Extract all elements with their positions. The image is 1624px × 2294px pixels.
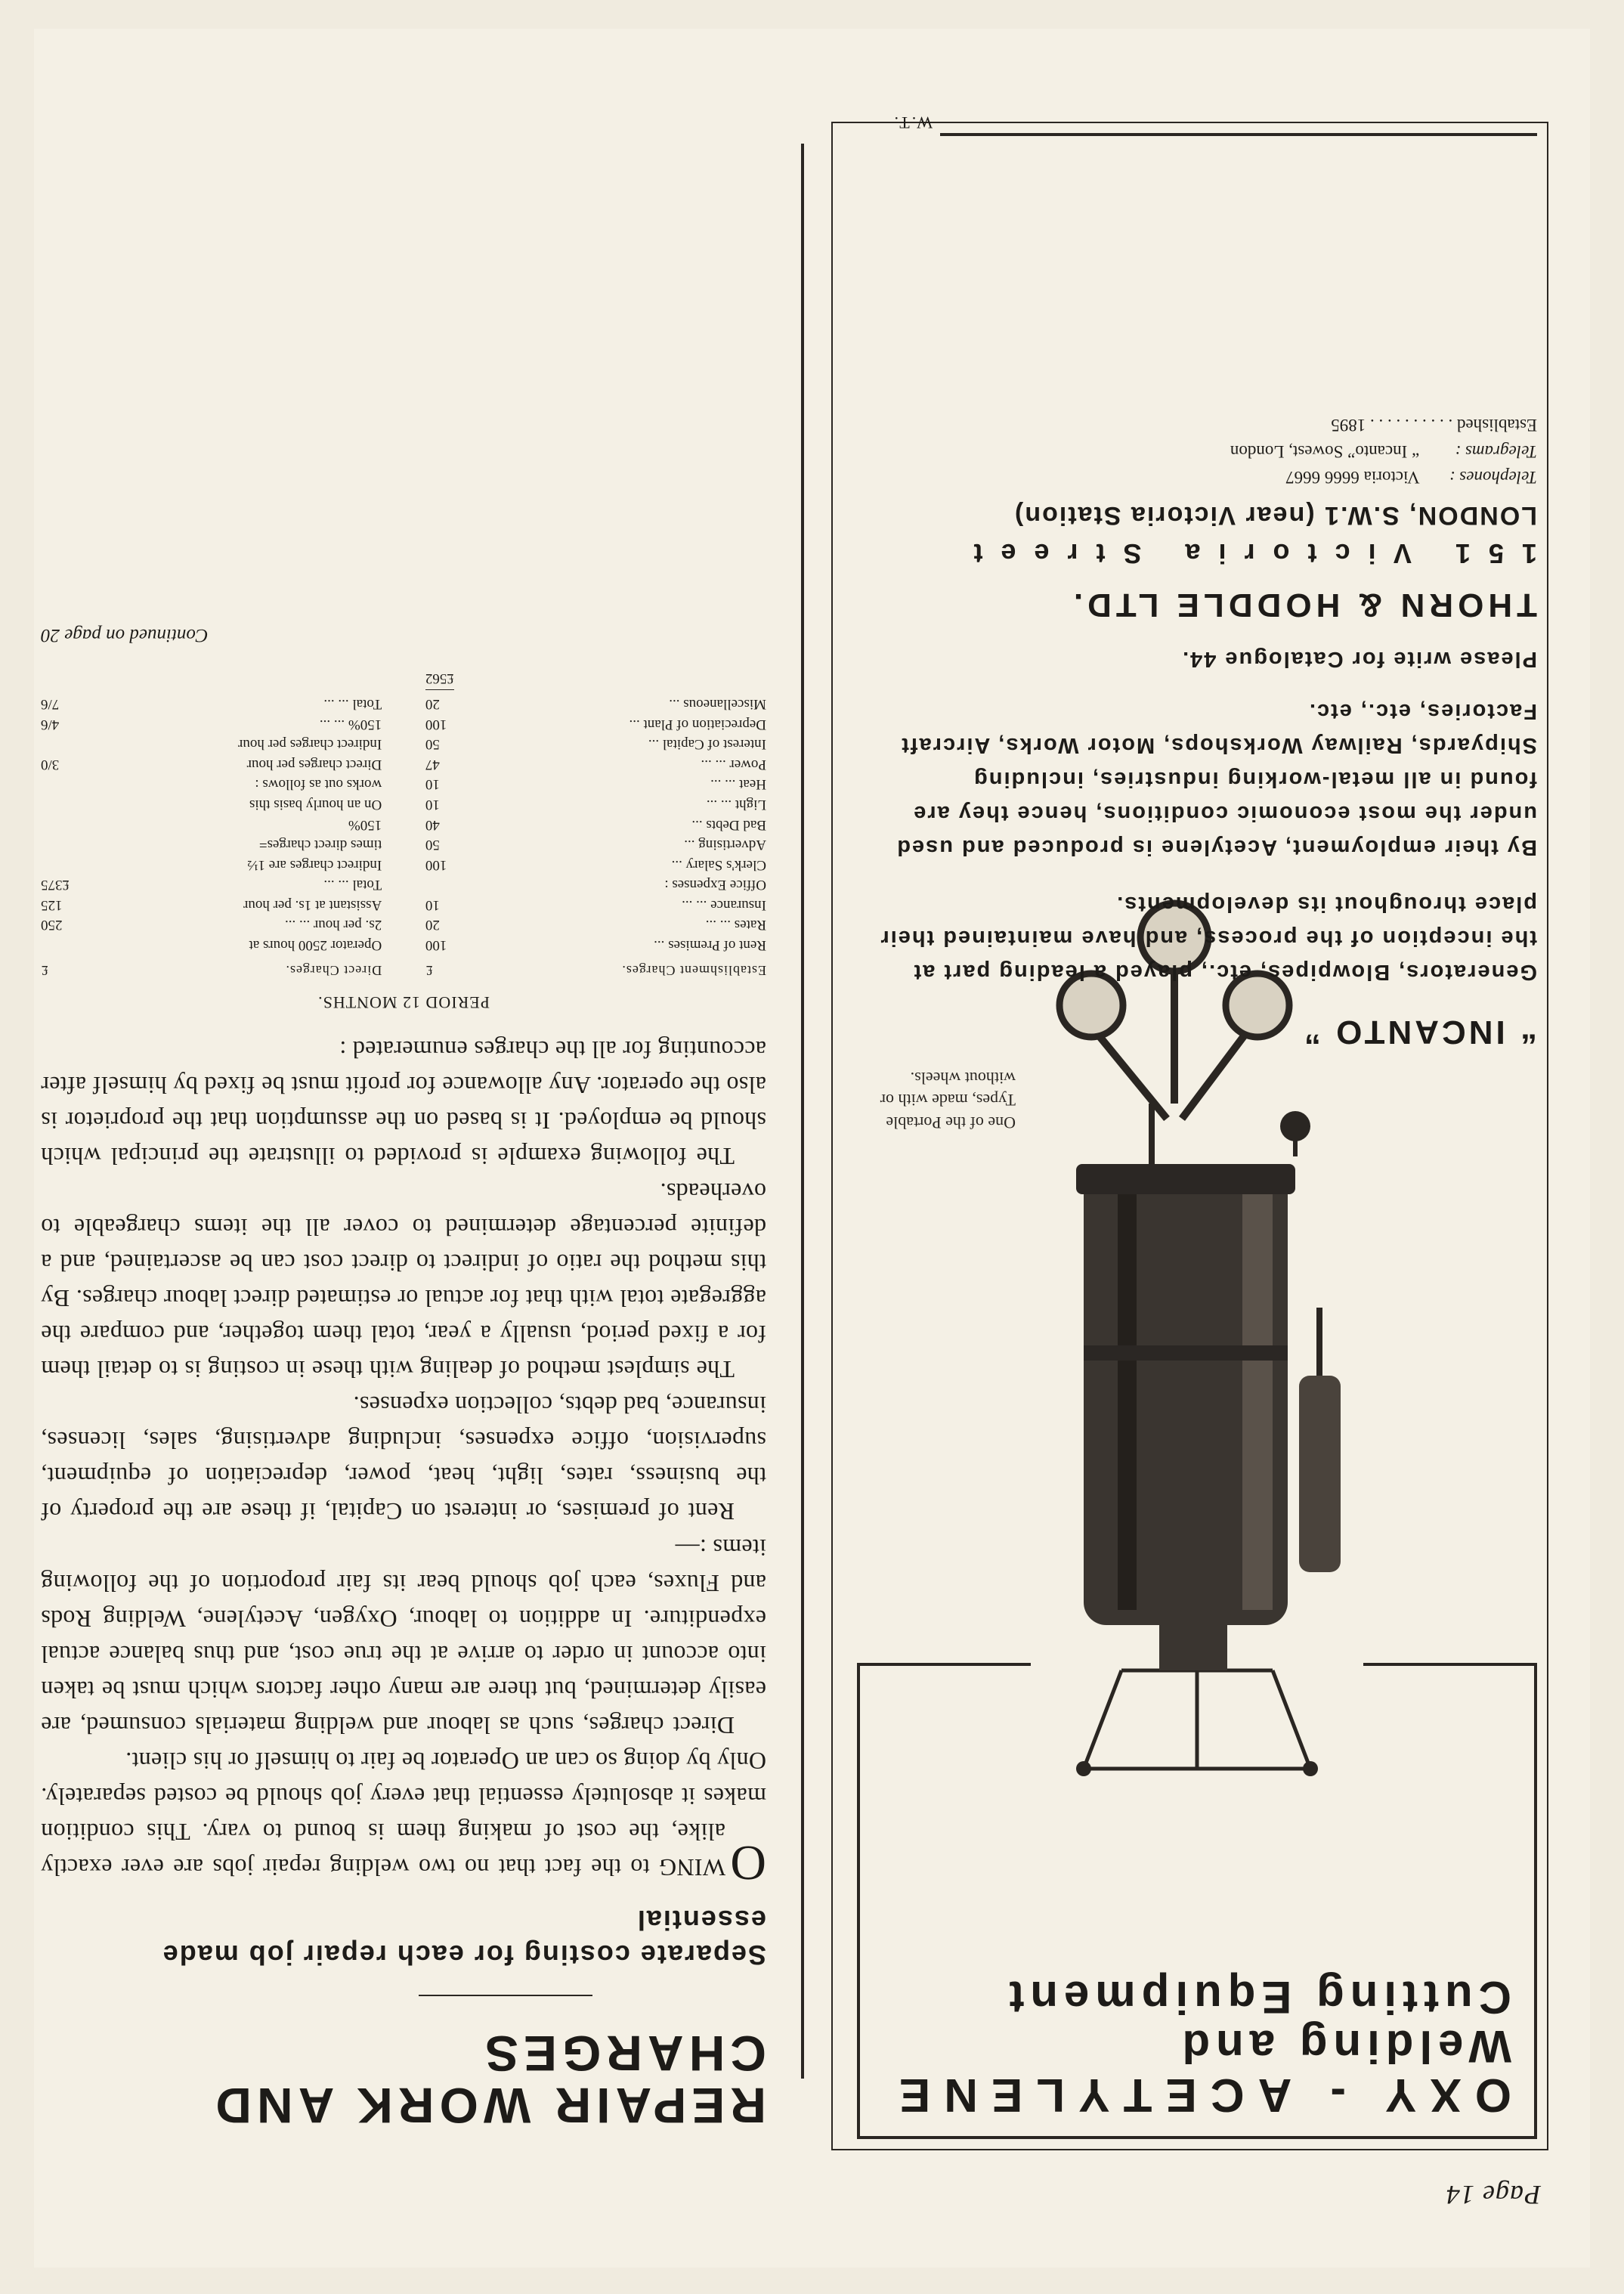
cost-table [41, 668, 766, 1014]
row-value [41, 854, 71, 875]
table-row [41, 875, 382, 895]
table-row [425, 894, 766, 915]
table-row [425, 834, 766, 855]
row-value: 250 [41, 917, 63, 933]
table-row [425, 734, 766, 754]
row-label: Rent of Premises ... [654, 937, 766, 954]
article-paragraph-2: Direct charges, such as labour and welding materials consumed, are easily determined, but there are many other factors which must be taken into account in order to arrive at the true cost, and thus balance actual expenditure. In addition to labour, Oxygen, Acetylene, Welding Rods and Fluxes, each job should bear its fair proportion of the following items :— [41, 1534, 766, 1739]
row-value: 20 [425, 917, 440, 933]
table-row [41, 814, 382, 834]
article-paragraph-4: The simplest method of dealing with these in costing is to detail them for a fixed period, usually a year, total them together, and compare the aggregate total with that for actual or estimated direct labour charges. By this method the ratio of indirect to direct cost can be ascertained, and a definite percentage determined to cover all the items chargeable to overheads. [41, 1178, 766, 1384]
article-paragraph-3: Rent of premises, or interest on Capital, if these are the property of the business, rates, light, heat, power, depreciation of equipment, supervision, office expenses, including advertising, sales, licenses, insurance, bad debts, collection expenses. [41, 1392, 766, 1526]
row-value [41, 934, 71, 955]
catalogue-note: Please write for Catalogue 44. [1181, 647, 1537, 672]
table-row [41, 894, 382, 915]
ad-copy [872, 416, 1537, 1051]
direct-charges-header [41, 961, 382, 980]
table-period: PERIOD 12 MONTHS. [317, 993, 490, 1013]
row-label: Depreciation of Plant ... [629, 716, 766, 732]
established-label: Established [1456, 416, 1537, 435]
row-label: 150% ... ... [319, 716, 382, 732]
row-value: 4/6 [41, 716, 60, 732]
table-row [425, 714, 766, 734]
establishment-charges-column [425, 668, 766, 980]
row-value: 10 [425, 776, 440, 793]
row-value: 50 [425, 837, 440, 853]
table-row [41, 774, 382, 794]
row-value: 20 [425, 695, 440, 712]
established-year: 1895 [1331, 416, 1366, 435]
table-row [41, 714, 382, 734]
table-row [41, 693, 382, 714]
brand-name: “ INCANTO ” [1301, 1014, 1537, 1051]
table-row [425, 774, 766, 794]
ad-title-line3: Cutting Equipment [1003, 1972, 1511, 2023]
currency-label: £ [41, 963, 48, 979]
row-label: 2s. per hour ... ... [284, 917, 382, 933]
row-label: Miscellaneous ... [669, 695, 766, 712]
establishment-total [425, 668, 766, 694]
row-label: Bad Debts ... [691, 816, 766, 833]
table-row [41, 734, 382, 754]
table-row [41, 854, 382, 875]
table-row [41, 934, 382, 955]
article-subtitle: Separate costing for each repair job made essential [161, 1904, 766, 1971]
row-value: 50 [425, 736, 440, 753]
row-label: Clerk's Salary ... [671, 856, 766, 873]
table-row [425, 794, 766, 814]
table-row [425, 814, 766, 834]
title-rule [419, 1995, 592, 1996]
row-value [41, 774, 71, 794]
table-row [41, 915, 382, 935]
table-row [425, 934, 766, 955]
row-value: £375 [41, 877, 70, 893]
row-label: Total ... ... [323, 877, 382, 893]
telegrams-label: Telegrams : [1455, 442, 1537, 461]
table-row [41, 754, 382, 774]
table-row [41, 834, 382, 855]
telephones-label: Telephones : [1449, 468, 1537, 488]
row-value [41, 734, 71, 754]
row-label: Assistant at 1s. per hour [243, 896, 382, 913]
table-row [425, 875, 766, 895]
row-label: works out as follows : [255, 776, 382, 793]
article-paragraph-1 [41, 1743, 766, 1890]
company-city: LONDON, S.W.1 (near Victoria Station) [1013, 501, 1537, 531]
photo-caption: One of the Portable Types, made with or without wheels. [880, 1068, 1016, 1132]
article-title: REPAIR WORK AND CHARGES [210, 2025, 766, 2134]
row-label: Direct charges per hour [246, 756, 382, 772]
row-label: Light ... ... [706, 796, 766, 813]
table-row [41, 794, 382, 814]
drop-cap: O [730, 1834, 766, 1890]
telegrams-line [872, 438, 1537, 465]
row-label: Heat ... ... [710, 776, 766, 793]
company-street: 151 Victoria Street [955, 538, 1537, 570]
ad-paragraph-1: Generators, Blowpipes, etc., played a leading part at the inception of the process, and have maintained their place throughout its developments. [879, 892, 1537, 984]
row-value: 10 [425, 896, 440, 913]
row-label: Advertising ... [684, 837, 766, 853]
table-row [425, 754, 766, 774]
row-value: 40 [425, 816, 440, 833]
currency-label: £ [425, 963, 433, 979]
row-value [41, 834, 71, 855]
row-value: 100 [425, 937, 447, 954]
company-name: THORN & HODDLE LTD. [1069, 587, 1537, 624]
row-value [41, 794, 71, 814]
establishment-charges-header [425, 961, 766, 980]
row-value: 47 [425, 756, 440, 772]
page-frame [34, 29, 1590, 2268]
row-label: Indirect charges are 1½ [247, 856, 382, 873]
row-label: Power ... ... [701, 756, 766, 772]
direct-charges-label: Direct Charges. [285, 963, 382, 979]
row-label: Indirect charges per hour [238, 736, 382, 753]
establishment-charges-label: Establishment Charges. [621, 963, 766, 979]
established-line: Established . . . . . . . . . . 1895 [1331, 416, 1537, 435]
row-label: 150% [348, 816, 382, 833]
ad-code: W.T. [892, 113, 933, 132]
row-label: Total ... ... [323, 695, 382, 712]
row-value: 3/0 [41, 756, 60, 772]
table-row [425, 693, 766, 714]
row-value [425, 875, 456, 895]
ad-title-line2: Welding and [1176, 2020, 1511, 2072]
article [41, 624, 766, 2134]
row-value: 100 [425, 716, 447, 732]
direct-charges-column [41, 668, 382, 980]
row-value: 7/6 [41, 695, 60, 712]
row-label: times direct charges= [258, 837, 382, 853]
row-label: On an hourly basis this [249, 796, 382, 813]
paragraph-1-text: WING to the fact that no two welding repair jobs are ever exactly alike, the cost of making them is bound to vary. This condition makes it absolutely essential that every job should be costed separately. Only by doing so can an Operator be fair to himself or his client. [41, 1747, 766, 1881]
row-label: Interest of Capital ... [648, 736, 766, 753]
column-divider [801, 144, 804, 2079]
row-label: Office Expenses : [664, 877, 766, 893]
telegrams-value: “ Incanto” Sowest, London [1230, 442, 1420, 461]
table-row [425, 915, 766, 935]
page-number: Page 14 [1446, 2180, 1541, 2210]
ad-paragraph-2: By their employment, Acetylene is produced and used under the most economic conditions, hence they are found in all metal-working industries, including Shipyards, Railway Workshops, Motor Works, Aircraft Factories, etc., etc. [896, 699, 1537, 860]
row-label: Insurance ... ... [682, 896, 766, 913]
telephones-line [872, 464, 1537, 491]
row-label: Rates ... ... [705, 917, 766, 933]
row-value: 125 [41, 896, 63, 913]
row-label: Operator 2500 hours at [249, 937, 382, 954]
table-row [425, 854, 766, 875]
continued-note: Continued on page 20 [41, 624, 209, 645]
row-value: 100 [425, 856, 447, 873]
establishment-total-value: £562 [425, 668, 454, 691]
article-paragraph-5: The following example is provided to illustrate the principal which should be employed. It is based on the assumption that the proprietor is also the operator. Any allowance for profit must be fixed by himself after accounting for all the charges enumerated : [41, 1036, 766, 1171]
row-value [41, 814, 71, 834]
ad-bottom-rule [940, 133, 1537, 136]
ad-title-line1: OXY - ACETYLENE [885, 2069, 1511, 2121]
row-value: 10 [425, 796, 440, 813]
telephones-value: Victoria 6666 6667 [1285, 468, 1420, 488]
